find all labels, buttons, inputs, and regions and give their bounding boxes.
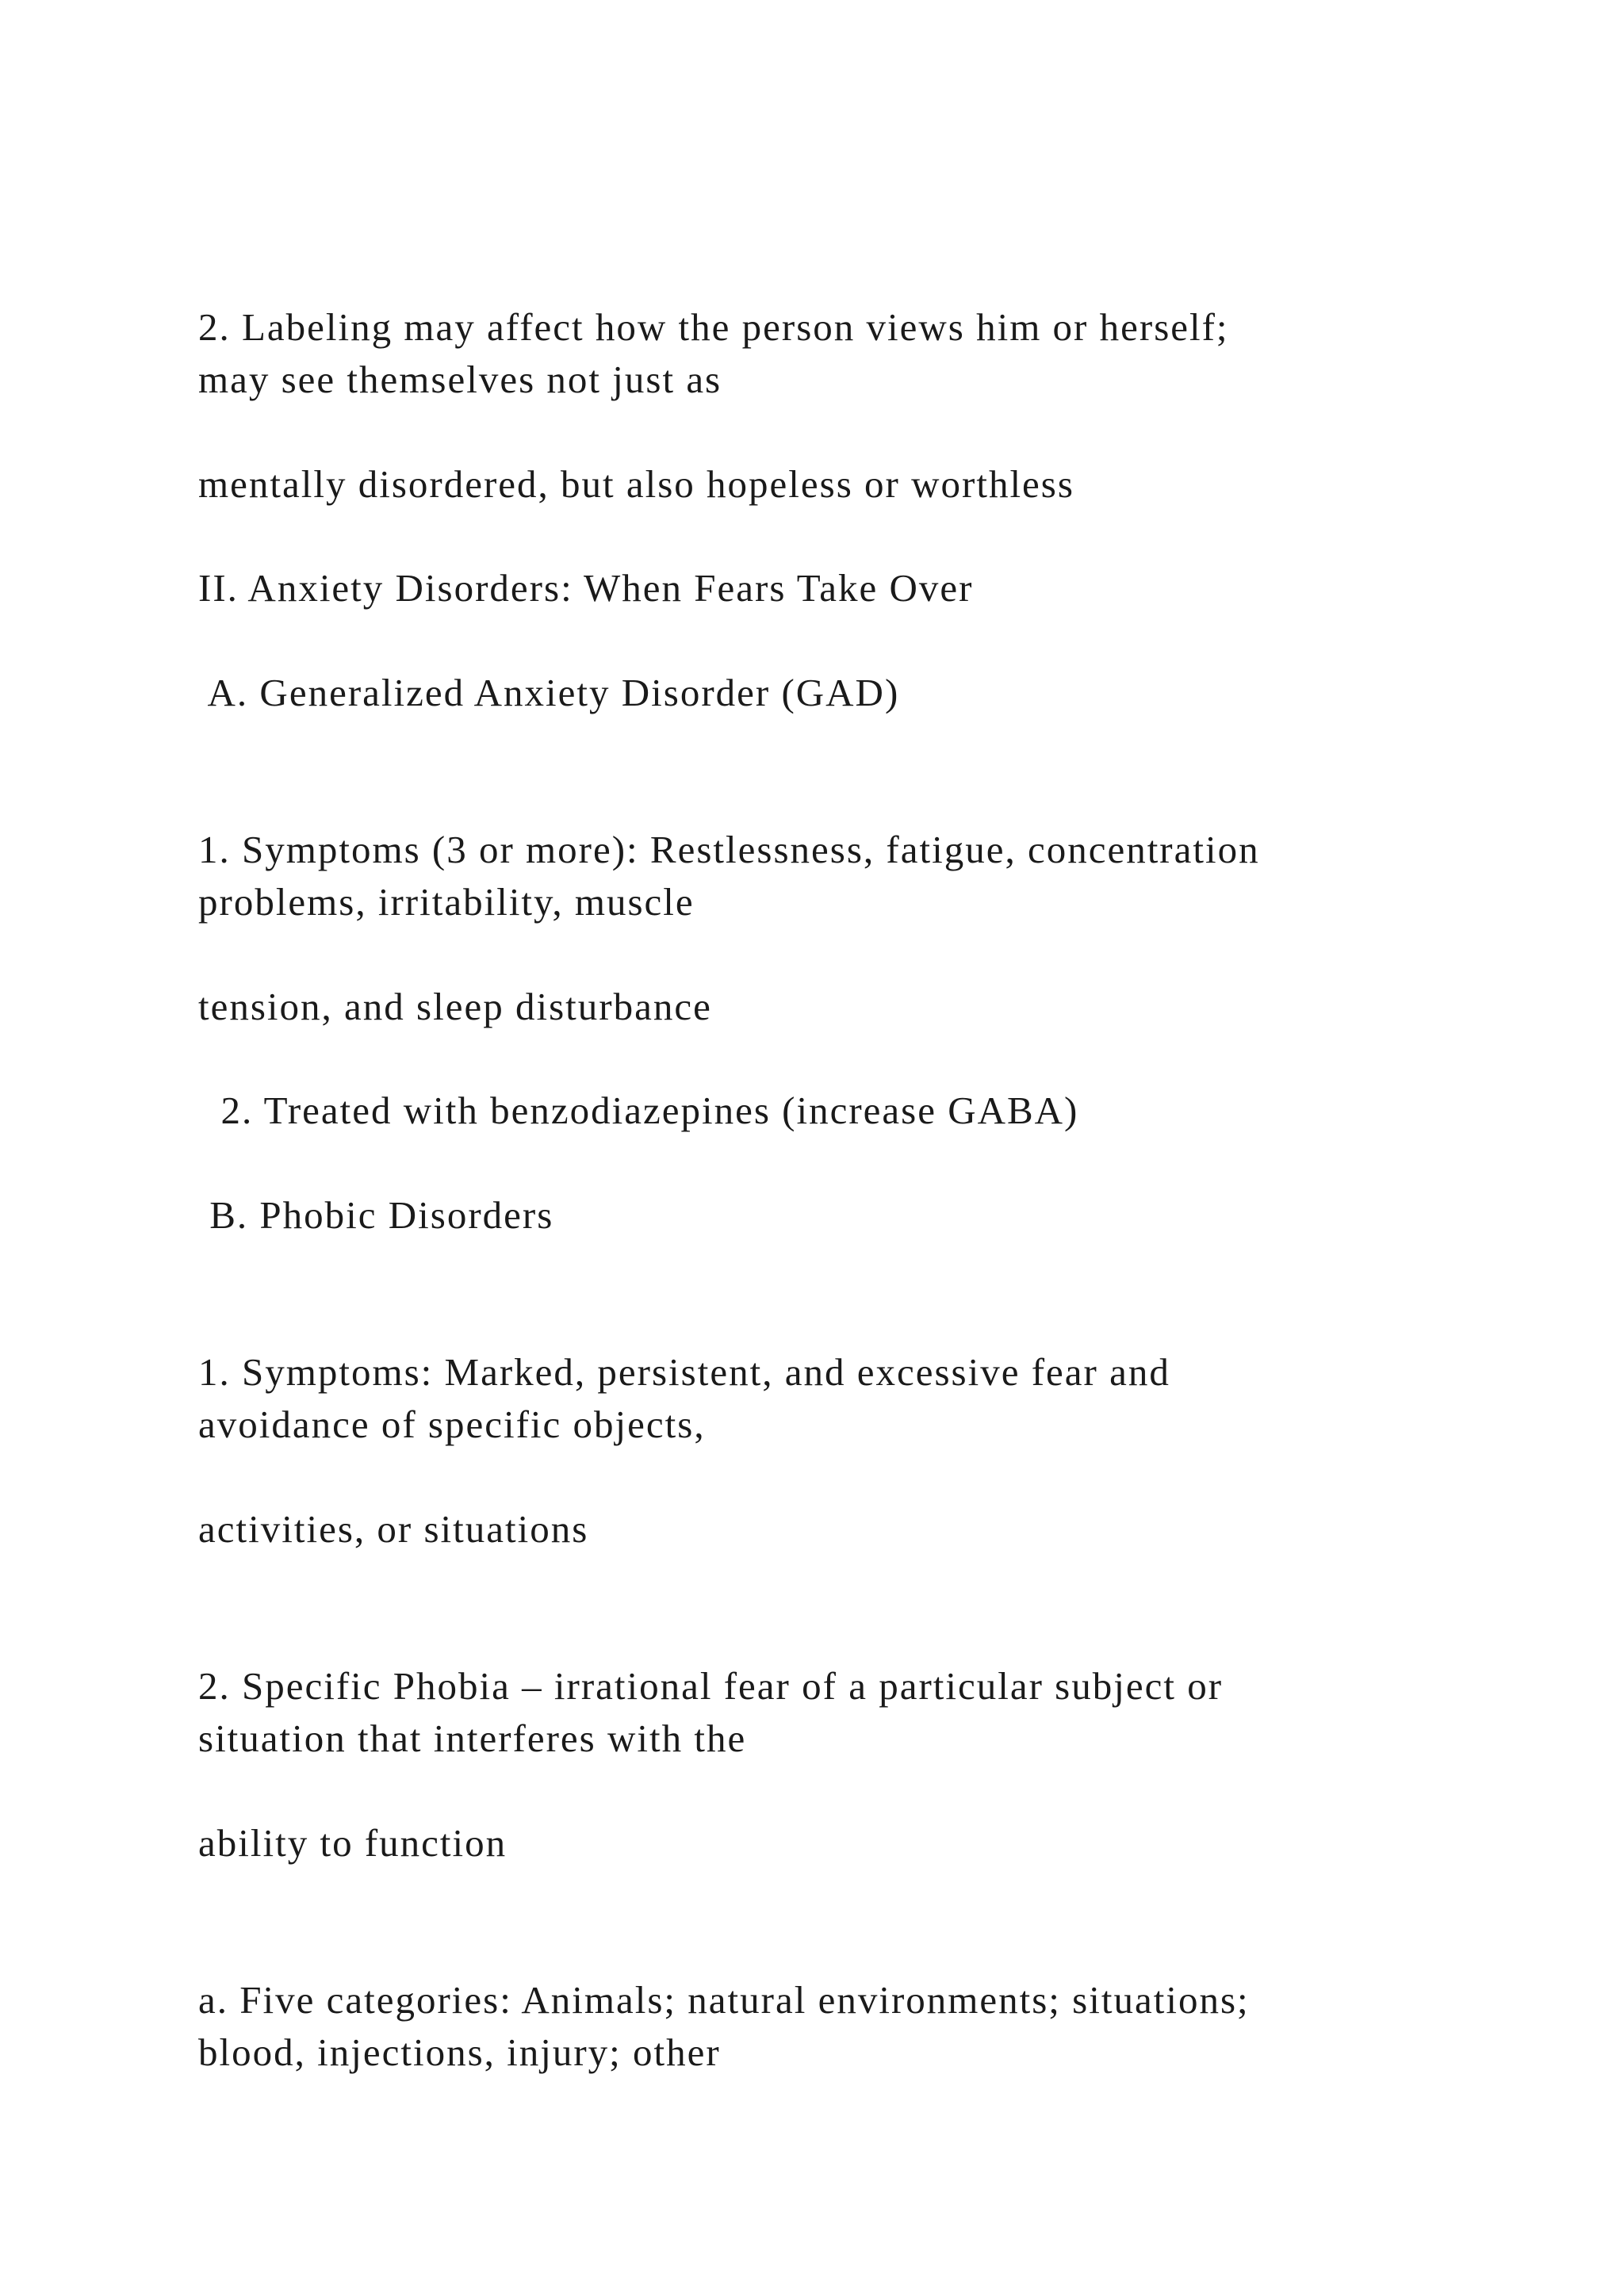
paragraph-mentally-disordered (198, 458, 1074, 511)
paragraph-ability-to-function (198, 1817, 507, 1869)
paragraph-specific-phobia (198, 1660, 1223, 1765)
paragraph-line: mentally disordered, but also hopeless or worthless (198, 462, 1074, 506)
paragraph-line: situation that interferes with the (198, 1716, 747, 1760)
paragraph-line: a. Five categories: Animals; natural environments; situations; (198, 1978, 1250, 2022)
paragraph-line: blood, injections, injury; other (198, 2030, 721, 2074)
paragraph-line: 2. Specific Phobia – irrational fear of a particular subject or (198, 1664, 1224, 1708)
paragraph-line: 1. Symptoms (3 or more): Restlessness, fatigue, concentration (198, 828, 1260, 871)
paragraph-line: II. Anxiety Disorders: When Fears Take Over (198, 566, 974, 610)
paragraph-line: A. Generalized Anxiety Disorder (GAD) (198, 671, 900, 714)
paragraph-line: B. Phobic Disorders (198, 1193, 554, 1237)
paragraph-five-categories (198, 1974, 1250, 2079)
heading-anxiety-disorders (198, 562, 974, 614)
paragraph-line: 1. Symptoms: Marked, persistent, and excessive fear and (198, 1350, 1170, 1394)
paragraph-labeling-effects (198, 301, 1229, 406)
paragraph-line: problems, irritability, muscle (198, 880, 695, 924)
paragraph-line: tension, and sleep disturbance (198, 985, 712, 1028)
paragraph-line: 2. Labeling may affect how the person views him or herself; (198, 305, 1229, 349)
paragraph-gad-symptoms (198, 824, 1260, 928)
paragraph-line: may see themselves not just as (198, 358, 722, 401)
heading-gad (198, 667, 899, 719)
paragraph-tension (198, 981, 712, 1033)
paragraph-benzodiazepines (198, 1085, 1078, 1137)
paragraph-line: activities, or situations (198, 1507, 589, 1551)
paragraph-line: ability to function (198, 1821, 508, 1865)
paragraph-line: avoidance of specific objects, (198, 1402, 706, 1446)
paragraph-activities (198, 1503, 588, 1556)
paragraph-phobia-symptoms (198, 1346, 1170, 1451)
heading-phobic-disorders (198, 1189, 553, 1242)
paragraph-line: 2. Treated with benzodiazepines (increase GABA) (198, 1089, 1079, 1132)
